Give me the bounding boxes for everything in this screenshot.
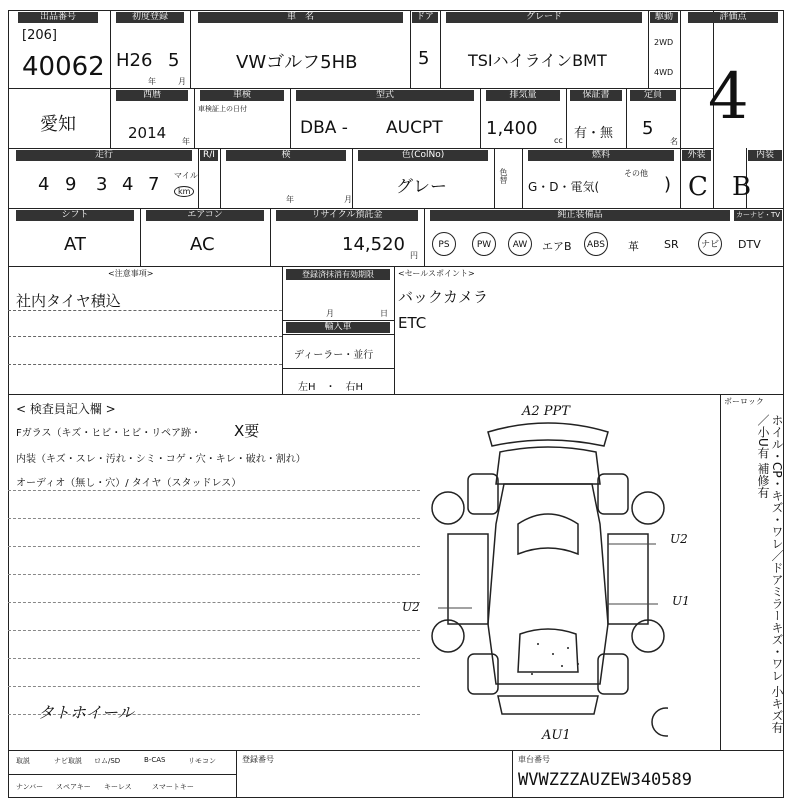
chassis-number: WVWZZZAUZEW340589 <box>518 770 692 790</box>
name-label: 車 名 <box>198 12 403 23</box>
expiry-day: 日 <box>380 309 388 318</box>
equipment-ps: PS <box>432 232 456 256</box>
sales-label: <セールスポイント> <box>398 269 475 278</box>
footer-item-smart-key: スマートキー <box>152 783 194 791</box>
chassis-label: 車台番号 <box>518 755 550 764</box>
score: 4 <box>708 60 749 134</box>
mileage-unit-mile: マイル <box>174 171 198 180</box>
equipment-airbag: エアB <box>542 240 572 253</box>
recycle-fee: 14,520 <box>342 234 405 255</box>
caution-text: 社内タイヤ積込 <box>16 292 121 310</box>
fuel-label: 燃料 <box>528 150 674 161</box>
mileage-digit: 9 <box>65 174 77 195</box>
side-column-label: ボーロック <box>724 397 764 406</box>
footer-item-spare-key: スペアキー <box>56 783 91 791</box>
model-year: 2014 <box>128 124 167 142</box>
import-value: ディーラー・並行 <box>294 350 374 361</box>
fuel-close: ) <box>664 174 672 195</box>
mileage-digit: 4 <box>38 174 50 195</box>
lot-label: 出品番号 <box>18 12 98 23</box>
footer-item-plate: ナンバー <box>16 783 44 791</box>
diagram-left-note: U2 <box>402 600 420 614</box>
diagram-front-note: A2 PPT <box>522 404 570 419</box>
capacity: 5 <box>642 118 654 139</box>
air-conditioner: AC <box>190 234 215 255</box>
model-prefix: DBA - <box>300 118 348 138</box>
car-name: VWゴルフ5HB <box>236 52 358 73</box>
color: グレー <box>396 177 447 197</box>
footer-item-bcas: B-CAS <box>144 756 166 764</box>
mileage-digit: 3 <box>96 174 108 195</box>
capacity-unit: 名 <box>670 137 678 146</box>
model-code: AUCPT <box>386 118 443 138</box>
equipment-sr: SR <box>664 238 679 251</box>
glass-line: Fガラス（キズ・ヒビ・ヒビ・リペア跡・ <box>16 428 202 439</box>
displacement-unit: cc <box>554 136 563 145</box>
audio-line: オーディオ（無し・穴）/ タイヤ（スタッドレス） <box>16 478 242 489</box>
drive-label: 駆動 <box>650 12 678 23</box>
ac-label: エアコン <box>146 210 264 221</box>
interior-grade: B <box>732 172 752 202</box>
glass-mark: X要 <box>234 422 260 440</box>
equipment-pw: PW <box>472 232 496 256</box>
footer-item-rom: ロム/SD <box>94 757 121 765</box>
recycle-label: 検 <box>226 150 346 161</box>
car-damage-diagram <box>428 404 668 744</box>
ri-label: R/I <box>200 150 218 161</box>
sales-line: バックカメラ <box>398 288 489 306</box>
capacity-label: 定員 <box>630 90 676 101</box>
warranty-label: 保証書 <box>570 90 622 101</box>
expiry-label: 登録済抹消有効期限 <box>286 269 390 280</box>
score-label: 評価点 <box>688 12 778 23</box>
equipment-aw: AW <box>508 232 532 256</box>
diagram-right-note-top: U2 <box>670 532 688 546</box>
mileage-unit-km: km <box>174 186 194 197</box>
exterior-grade: C <box>688 172 708 202</box>
sales-line: ETC <box>398 314 427 332</box>
recycle-month-unit: 月 <box>344 195 352 204</box>
year-label: 西暦 <box>116 90 188 101</box>
inspector-title: < 検査員記入欄 > <box>16 402 116 416</box>
interior-line: 内装（キズ・スレ・汚れ・シミ・コゲ・穴・キレ・破れ・割れ） <box>16 454 306 465</box>
warranty: 有・無 <box>574 126 614 141</box>
shift-label: シフト <box>16 210 134 221</box>
equipment-label: 純正装備品 <box>430 210 730 221</box>
recycle-fee-unit: 円 <box>410 251 418 260</box>
lot-number: 40062 <box>22 52 105 82</box>
lot-prefix: [206] <box>22 28 57 43</box>
equipment-leather: 革 <box>628 240 639 253</box>
reg-month: 5 <box>168 50 180 71</box>
displacement: 1,400 <box>486 118 538 139</box>
exterior-label: 外装 <box>682 150 711 161</box>
model-label: 型式 <box>296 90 474 101</box>
fuel: G・D・電気( <box>528 180 600 194</box>
steering-value: 左H ・ 右H <box>298 382 364 393</box>
caution-label: <注意事項> <box>108 269 154 278</box>
footer-item-navi-manual: ナビ取説 <box>54 757 82 765</box>
equipment-abs: ABS <box>584 232 608 256</box>
expiry-month: 月 <box>326 309 334 318</box>
reg-unit-year: 年 <box>148 77 156 86</box>
recycle-fee-label: リサイクル預託金 <box>276 210 418 221</box>
handwritten-note: タトホイール <box>38 703 134 722</box>
reg-era: H26 <box>116 50 153 71</box>
mileage-digit: 4 <box>122 174 134 195</box>
door-label: ドア <box>412 12 438 23</box>
interior-label: 内装 <box>748 150 782 161</box>
footer-item-remote: リモコン <box>188 757 216 765</box>
reg-label: 初度登録 <box>116 12 184 23</box>
equipment-dtv: DTV <box>738 238 761 251</box>
carnavi-label: カーナビ・TV <box>735 211 781 219</box>
diagram-right-note-mid: U1 <box>672 594 690 608</box>
drive-2wd: 2WD <box>654 38 674 47</box>
color-change-label: 色替 <box>499 168 508 184</box>
displacement-label: 排気量 <box>486 90 560 101</box>
grade-label: グレード <box>446 12 642 23</box>
fuel-other: その他 <box>624 169 648 178</box>
model-year-unit: 年 <box>182 137 190 146</box>
grade: TSIハイラインBMT <box>468 51 607 70</box>
shift: AT <box>64 234 86 255</box>
footer-item-keyless: キーレス <box>104 783 132 791</box>
inspection-sub: 車検証上の日付 <box>198 105 247 113</box>
inspection-label: 車検 <box>200 90 284 101</box>
import-label: 輸入車 <box>286 322 390 333</box>
doors: 5 <box>418 48 430 69</box>
mileage-digit: 7 <box>148 174 160 195</box>
mileage-label: 走行 <box>16 150 192 161</box>
reg-number-label: 登録番号 <box>242 755 274 764</box>
equipment-navi: ナビ <box>698 232 722 256</box>
auction-sheet <box>8 10 784 798</box>
color-label: 色(ColNo) <box>358 150 488 161</box>
recycle-year-unit: 年 <box>286 195 294 204</box>
side-column-text: ホイル・CP・キズ・ワレ／ドアミラーキズ・ワレ 小キズ有／小U有 補修有 <box>756 414 784 734</box>
footer-item-manual: 取説 <box>16 757 30 765</box>
diagram-rear-note: AU1 <box>542 728 571 743</box>
reg-unit-month: 月 <box>178 77 186 86</box>
location: 愛知 <box>40 114 76 135</box>
drive-4wd: 4WD <box>654 68 674 77</box>
